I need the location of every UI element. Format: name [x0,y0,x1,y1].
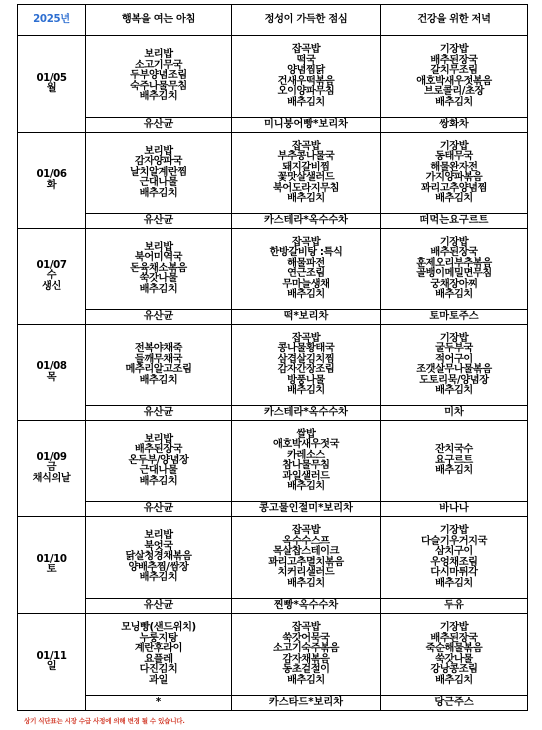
lunch-item: 잡곡밥 [291,236,321,248]
lunch-item: 쌀밥 [296,428,316,440]
breakfast-item: 모닝빵(샌드위치) [121,622,196,633]
dinner-item: 배추된장국 [430,247,478,258]
dinner-snack: 쌍화차 [381,118,528,133]
breakfast-item: 북어미역국 [134,252,183,264]
date-cell [18,614,86,711]
dinner-item: 배추김치 [435,96,473,108]
lunch-item: 잡곡밥 [291,622,321,633]
breakfast-item: 숙주나물무침 [130,80,187,92]
lunch-cell [232,229,381,310]
breakfast-item: 요플레 [144,653,173,665]
day-row [18,36,528,118]
breakfast-item: 북엇국 [144,540,173,552]
breakfast-item: 보리밥 [144,145,173,157]
breakfast-item: 보리밥 [144,433,173,445]
lunch-item: 해물파전 [287,257,325,269]
dinner-cell [381,517,528,599]
lunch-item: 무마늘생채 [282,278,330,290]
lunch-cell [232,36,381,118]
lunch-item: 북어도라지무침 [272,182,340,194]
lunch-item: 동초겉절이 [282,664,330,675]
day-note: 생신 [42,280,61,292]
weekday-label: 토 [46,564,57,575]
dinner-snack: 두유 [381,599,528,614]
weekday-label: 목 [46,371,57,383]
breakfast-cell [86,325,232,406]
lunch-item: 양념찜닭 [287,65,325,76]
breakfast-item: 배추김치 [139,572,178,584]
breakfast-cell [86,36,232,118]
dinner-item: 동태무국 [435,151,473,162]
dinner-item: 기장밥 [439,236,469,248]
dinner-item: 기장밥 [439,622,469,633]
dinner-snack: 토마토주스 [381,310,528,325]
breakfast-cell [86,614,232,696]
breakfast-snack: 유산균 [86,502,232,517]
breakfast-item: 누룽지탕 [139,632,178,644]
breakfast-snack: 유산균 [86,214,232,229]
dinner-item: 배추김치 [435,674,473,686]
dinner-item: 궁채장아찌 [430,278,478,290]
dinner-item: 적어구이 [435,353,473,365]
breakfast-header: 행복을 여는 아침 [86,5,232,36]
dinner-item: 가지양파볶음 [425,172,483,183]
lunch-item: 잡곡밥 [291,332,321,344]
snack-row [18,118,528,133]
day-note: 채식의날 [32,472,71,484]
day-row [18,133,528,214]
dinner-item: 브로콜리/초장 [424,86,484,97]
date-cell [18,229,86,325]
date-cell [18,133,86,229]
breakfast-item: 두부양념조림 [130,70,187,82]
lunch-snack: 콩고물인절미*보리차 [232,502,381,517]
lunch-item: 배추김치 [287,674,325,686]
lunch-item: 애호박새우젓국 [272,439,340,450]
date-cell [18,517,86,614]
lunch-item: 꽈리고추멸치볶음 [268,556,344,568]
lunch-item: 떡국 [296,54,316,66]
lunch-item: 배추김치 [287,289,325,300]
snack-row [18,214,528,229]
breakfast-item: 근대나물 [139,177,178,189]
lunch-snack: 미니붕어빵*보리차 [232,118,381,133]
year-header: 2025년 [18,5,86,36]
date-label: 01/10 [36,553,67,565]
lunch-item: 건새우떡볶음 [277,75,335,87]
dinner-item: 훈제오리부추볶음 [416,257,492,269]
lunch-item: 잡곡밥 [291,44,321,55]
lunch-item: 배추김치 [287,96,325,108]
breakfast-snack: * [86,696,232,711]
dinner-item: 배추김치 [435,289,473,300]
dinner-item: 다슬기우거지국 [420,535,488,547]
lunch-snack: 카스테라*옥수수차 [232,406,381,421]
breakfast-item: 배추김치 [139,475,178,487]
breakfast-item: 닭살청경채볶음 [125,551,192,563]
dinner-snack: 바나나 [381,502,528,517]
snack-row [18,599,528,614]
day-row [18,325,528,406]
lunch-item: 배추김치 [287,577,325,589]
dinner-header: 건강을 위한 저녁 [381,5,528,36]
dinner-cell [381,133,528,214]
lunch-item: 과일샐러드 [282,470,330,482]
weekday-label: 수 [46,270,57,282]
dinner-item: 기장밥 [439,44,469,55]
dinner-item: 기장밥 [439,525,469,536]
dinner-item: 해물완자전 [430,161,478,173]
lunch-item: 잡곡밥 [291,525,321,536]
breakfast-item: 보리밥 [144,530,173,542]
dinner-cell [381,229,528,310]
dinner-item: 도토리묵/양념장 [419,374,489,386]
dinner-item: 애호박새우젓볶음 [416,75,492,87]
lunch-header: 정성이 가득한 점심 [232,5,381,36]
lunch-cell [232,325,381,406]
date-cell [18,325,86,421]
lunch-item: 콩나물황태국 [277,343,335,354]
lunch-item: 돼지갈비찜 [282,161,330,173]
menu-body [18,36,528,711]
dinner-item: 꽈리고추양념찜 [420,182,488,194]
dinner-item: 요구르트 [435,454,473,466]
lunch-item: 목살찹스테이크 [272,546,340,557]
dinner-snack: 당근주스 [381,696,528,711]
breakfast-item: 다진김치 [139,664,178,675]
breakfast-item: 보리밥 [144,241,173,253]
dinner-item: 배추김치 [435,577,473,589]
lunch-item: 삼겹살김치찜 [277,353,335,365]
dinner-cell [381,36,528,118]
lunch-item: 감자채볶음 [282,653,330,665]
breakfast-item: 돈육채소볶음 [130,262,187,274]
lunch-item: 배추김치 [287,385,325,396]
breakfast-cell [86,133,232,214]
snack-row [18,406,528,421]
weekday-label: 월 [46,83,57,94]
breakfast-cell [86,421,232,502]
date-label: 01/08 [36,361,67,372]
date-label: 01/05 [36,72,67,84]
lunch-item: 방풍나물 [287,374,325,386]
dinner-item: 다시마튀각 [430,567,478,578]
dinner-item: 삼치구이 [435,546,473,557]
lunch-item: 배추김치 [287,193,325,204]
lunch-snack: 카스타드*보리차 [232,696,381,711]
dinner-item: 기장밥 [439,332,469,344]
day-row [18,229,528,310]
footnote: 상기 식단표는 시장 수급 사정에 의해 변경 될 수 있습니다. [24,717,185,725]
lunch-cell [232,421,381,502]
weekday-label: 화 [46,179,57,191]
dinner-item: 갈치무조림 [430,65,478,76]
breakfast-item: 배추된장국 [134,444,183,456]
breakfast-item: 전복야채죽 [134,343,183,354]
breakfast-item: 배추김치 [139,187,178,199]
breakfast-item: 감자양파국 [134,156,183,168]
lunch-snack: 찐빵*옥수수차 [232,599,381,614]
breakfast-item: 메추리알고조림 [125,364,192,375]
lunch-item: 소고기숙주볶음 [272,643,340,654]
date-label: 01/11 [36,650,67,662]
breakfast-item: 보리밥 [144,49,173,61]
dinner-item: 쑥갓나물 [435,653,473,665]
dinner-item: 굴두부국 [435,343,473,354]
dinner-item: 잔치국수 [435,444,473,456]
lunch-item: 카레소스 [287,449,325,461]
breakfast-cell [86,229,232,310]
dinner-item: 골뱅이메밀면무침 [416,268,492,279]
breakfast-snack: 유산균 [86,118,232,133]
lunch-item: 꽃맛살샐러드 [277,172,335,183]
dinner-item: 배추김치 [435,465,473,477]
lunch-item: 치커리샐러드 [277,567,335,578]
lunch-item: 연근조림 [287,268,325,279]
dinner-item: 죽순해물볶음 [425,643,483,654]
breakfast-item: 계란후라이 [134,643,183,654]
lunch-item: 참나물무침 [282,460,330,471]
date-label: 01/09 [36,451,67,463]
dinner-snack: 미차 [381,406,528,421]
breakfast-item: 날치알계란찜 [130,166,187,178]
lunch-item: 잡곡밥 [291,140,321,152]
dinner-snack: 떠먹는요구르트 [381,214,528,229]
lunch-item: 감자간장조림 [277,364,335,375]
snack-row [18,696,528,711]
weekday-label: 금 [46,462,57,474]
lunch-snack: 떡*보리차 [232,310,381,325]
day-row [18,614,528,696]
lunch-snack: 카스테라*옥수수차 [232,214,381,229]
dinner-item: 조갯살무나물볶음 [416,364,492,375]
dinner-item: 배추김치 [435,385,473,396]
lunch-item: 한방갈비탕 :특식 [269,247,343,258]
breakfast-item: 들깨무채국 [134,353,183,365]
dinner-cell [381,614,528,696]
dinner-item: 배추김치 [435,193,473,204]
lunch-item: 오이양파무침 [277,86,335,97]
breakfast-item: 쑥갓나물 [139,273,178,285]
date-cell [18,36,86,133]
breakfast-item: 과일 [149,674,168,686]
dinner-item: 기장밥 [439,140,469,152]
date-cell [18,421,86,517]
breakfast-item: 양배추찜/쌈장 [128,561,189,573]
date-label: 01/06 [36,169,67,180]
dinner-cell [381,421,528,502]
weekday-label: 일 [46,661,57,672]
lunch-item: 쑥갓어묵국 [282,632,330,644]
breakfast-item: 근대나물 [139,465,178,477]
breakfast-item: 배추김치 [139,91,178,103]
breakfast-snack: 유산균 [86,599,232,614]
day-row [18,421,528,502]
breakfast-item: 소고기무국 [134,59,183,71]
breakfast-cell [86,517,232,599]
lunch-cell [232,517,381,599]
breakfast-snack: 유산균 [86,310,232,325]
lunch-item: 옥수수스프 [282,535,330,547]
lunch-cell [232,614,381,696]
lunch-item: 배추김치 [287,481,325,492]
breakfast-item: 배추김치 [139,283,178,295]
day-row [18,517,528,599]
dinner-item: 강낭콩조림 [430,664,478,675]
lunch-item: 부추콩나물국 [277,151,335,162]
dinner-cell [381,325,528,406]
snack-row [18,310,528,325]
breakfast-snack: 유산균 [86,406,232,421]
menu-table [17,4,528,711]
dinner-item: 배추된장국 [430,54,478,66]
lunch-cell [232,133,381,214]
dinner-item: 우엉채조림 [430,556,478,568]
dinner-item: 배추된장국 [430,632,478,644]
breakfast-item: 온두부/양념장 [128,454,189,466]
header-row [18,5,528,36]
snack-row [18,502,528,517]
breakfast-item: 배추김치 [139,374,178,386]
date-label: 01/07 [36,259,67,271]
